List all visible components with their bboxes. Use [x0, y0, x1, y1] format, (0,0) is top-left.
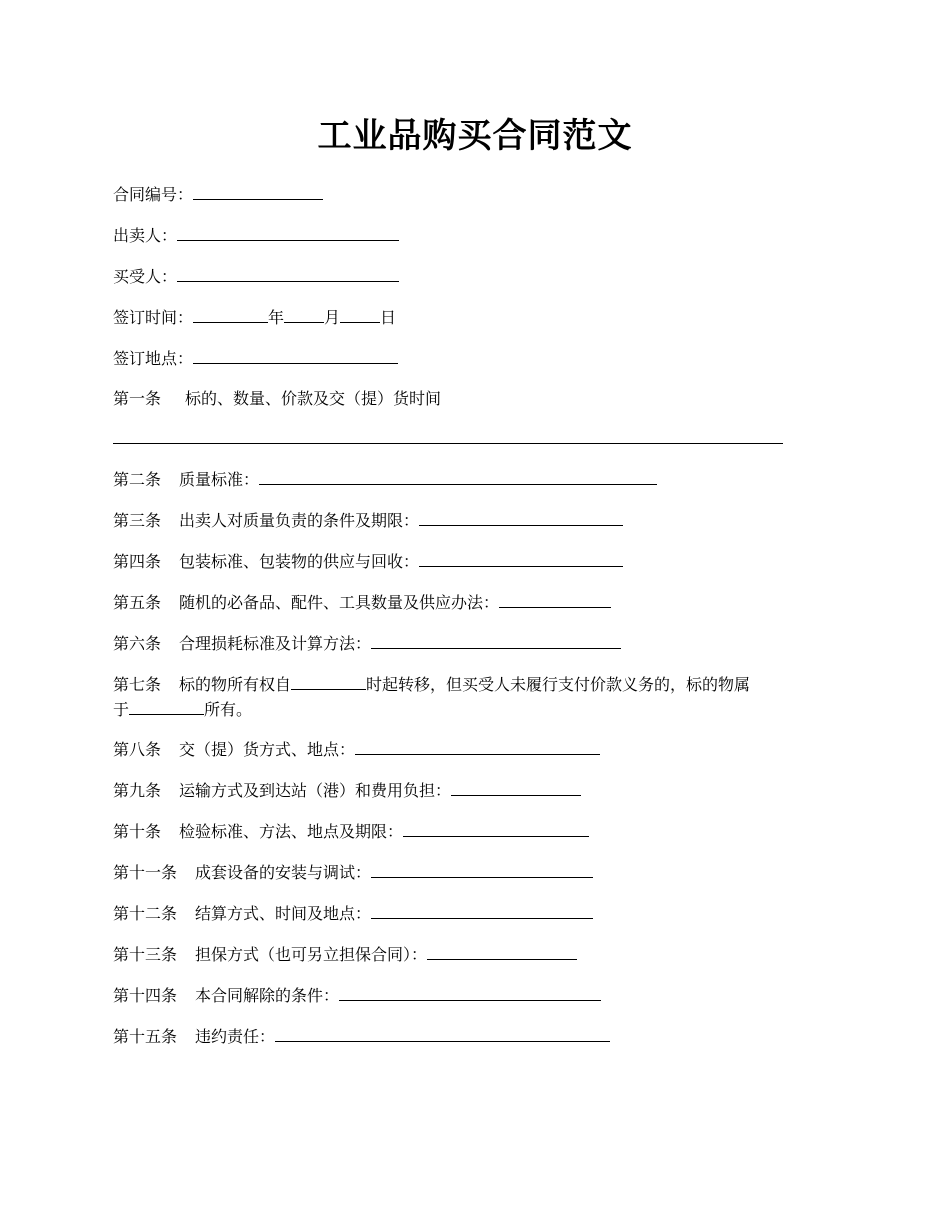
- article-12: [113, 901, 593, 926]
- article-3-number: 第三条: [113, 511, 162, 530]
- sign-place-line: [113, 346, 398, 371]
- article-12-text: 结算方式、时间及地点：: [195, 904, 372, 923]
- article-11: [113, 860, 593, 885]
- day-label: 日: [380, 308, 397, 327]
- article-3: [113, 508, 623, 533]
- year-label: 年: [268, 308, 285, 327]
- article-15: [113, 1024, 610, 1049]
- article-10-text: 检验标准、方法、地点及期限：: [179, 822, 404, 841]
- article-5-text: 随机的必备品、配件、工具数量及供应办法：: [179, 593, 500, 612]
- article-12-blank[interactable]: [371, 901, 593, 919]
- article-8-number: 第八条: [113, 740, 162, 759]
- article-1-number: 第一条: [113, 389, 162, 408]
- contract-number-line: [113, 182, 323, 207]
- year-blank[interactable]: [193, 305, 268, 323]
- article-7-text-1: 标的物所有权自: [179, 675, 292, 694]
- article-10-number: 第十条: [113, 822, 162, 841]
- sign-place-blank[interactable]: [193, 346, 398, 364]
- month-label: 月: [324, 308, 341, 327]
- article-4: [113, 549, 623, 574]
- article-13-number: 第十三条: [113, 945, 178, 964]
- article-8-blank[interactable]: [355, 737, 600, 755]
- article-6-number: 第六条: [113, 634, 162, 653]
- article-15-text: 违约责任：: [195, 1027, 276, 1046]
- article-9-text: 运输方式及到达站（港）和费用负担：: [179, 781, 452, 800]
- article-7-text-4: 所有。: [204, 700, 253, 719]
- document-title: 工业品购买合同范文: [317, 116, 633, 156]
- article-9: [113, 778, 581, 803]
- article-7-blank-2[interactable]: [129, 697, 204, 715]
- article-9-number: 第九条: [113, 781, 162, 800]
- article-14: [113, 983, 601, 1008]
- contract-number-label: 合同编号：: [113, 185, 194, 204]
- sign-time-line: [113, 305, 396, 330]
- contract-number-blank[interactable]: [193, 182, 323, 200]
- article-1-text: 标的、数量、价款及交（提）货时间: [185, 389, 442, 408]
- article-6-blank[interactable]: [371, 631, 621, 649]
- article-2: [113, 467, 657, 492]
- seller-line: [113, 223, 399, 248]
- sign-time-label: 签订时间：: [113, 308, 194, 327]
- article-2-number: 第二条: [113, 470, 162, 489]
- seller-label: 出卖人：: [113, 226, 178, 245]
- article-11-number: 第十一条: [113, 863, 178, 882]
- article-5-number: 第五条: [113, 593, 162, 612]
- buyer-line: [113, 264, 399, 289]
- article-7-number: 第七条: [113, 675, 162, 694]
- buyer-blank[interactable]: [177, 264, 399, 282]
- article-11-blank[interactable]: [371, 860, 593, 878]
- article-13-text: 担保方式（也可另立担保合同）：: [195, 945, 428, 964]
- article-15-blank[interactable]: [275, 1024, 610, 1042]
- article-6-text: 合理损耗标准及计算方法：: [179, 634, 372, 653]
- month-blank[interactable]: [284, 305, 324, 323]
- article-8-text: 交（提）货方式、地点：: [179, 740, 356, 759]
- article-2-text: 质量标准：: [179, 470, 260, 489]
- article-14-text: 本合同解除的条件：: [195, 986, 340, 1005]
- seller-blank[interactable]: [177, 223, 399, 241]
- article-5: [113, 590, 611, 615]
- article-4-text: 包装标准、包装物的供应与回收：: [179, 552, 420, 571]
- article-11-text: 成套设备的安装与调试：: [195, 863, 372, 882]
- article-13: [113, 942, 577, 967]
- article-14-number: 第十四条: [113, 986, 178, 1005]
- article-7-text-2: 时起转移，但买受人未履行支付价款义务的，标的物属: [366, 675, 751, 694]
- article-9-blank[interactable]: [451, 778, 581, 796]
- article-3-blank[interactable]: [419, 508, 623, 526]
- article-3-text: 出卖人对质量负责的条件及期限：: [179, 511, 420, 530]
- article-12-number: 第十二条: [113, 904, 178, 923]
- article-14-blank[interactable]: [339, 983, 601, 1001]
- article-7-blank-1[interactable]: [291, 672, 366, 690]
- article-10: [113, 819, 589, 844]
- article-7: [113, 672, 843, 722]
- article-5-blank[interactable]: [499, 590, 611, 608]
- sign-place-label: 签订地点：: [113, 349, 194, 368]
- article-15-number: 第十五条: [113, 1027, 178, 1046]
- article-4-number: 第四条: [113, 552, 162, 571]
- article-13-blank[interactable]: [427, 942, 577, 960]
- article-1: [113, 387, 441, 411]
- article-10-blank[interactable]: [403, 819, 589, 837]
- buyer-label: 买受人：: [113, 267, 178, 286]
- article-7-text-3: 于: [113, 700, 130, 719]
- article-1-blank-rule[interactable]: [113, 443, 783, 444]
- article-6: [113, 631, 621, 656]
- article-8: [113, 737, 600, 762]
- day-blank[interactable]: [340, 305, 380, 323]
- article-4-blank[interactable]: [419, 549, 623, 567]
- article-2-blank[interactable]: [259, 467, 657, 485]
